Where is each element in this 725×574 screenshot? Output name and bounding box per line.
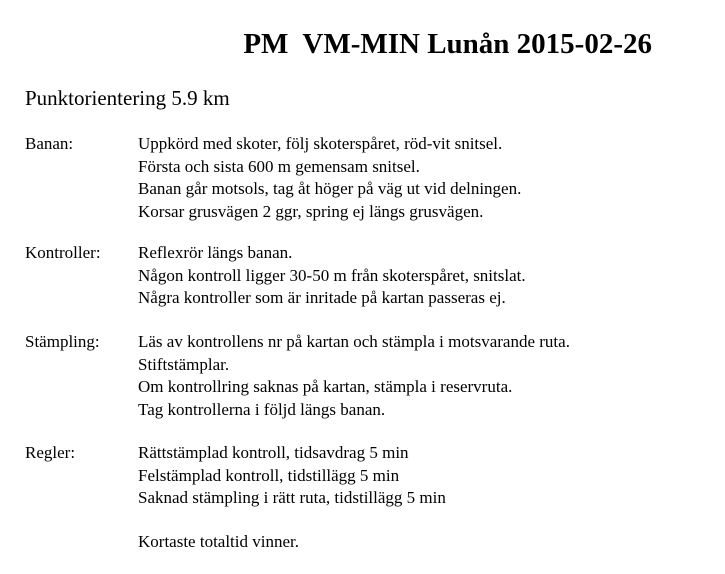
section-line: Saknad stämpling i rätt ruta, tidstillägg 5 min — [138, 488, 446, 507]
page-title: PM VM-MIN Lunån 2015-02-26 — [243, 28, 652, 60]
section-line: Tag kontrollerna i följd längs banan. — [138, 399, 386, 419]
section-line: Om kontrollring saknas på kartan, stämpla i reservruta. — [138, 377, 513, 396]
section-line: Korsar grusvägen 2 ggr, spring ej längs grusvägen. — [138, 201, 484, 221]
section-line: Uppkörd med skoter, följ skoterspåret, röd-vit snitsel. — [138, 134, 503, 153]
section-line: Felstämplad kontroll, tidstillägg 5 min — [138, 465, 400, 485]
section-line: Någon kontroll ligger 30-50 m från skoterspåret, snitslat. — [138, 265, 526, 285]
section-label: Regler: — [25, 443, 76, 462]
section-label: Kontroller: — [25, 243, 101, 262]
section-line: Några kontroller som är inritade på kartan passeras ej. — [138, 288, 506, 307]
section-label: Banan: — [25, 134, 74, 153]
section-lines — [138, 133, 521, 223]
closing-note: Kortaste totaltid vinner. — [138, 532, 299, 551]
section-label: Stämpling: — [25, 332, 100, 351]
page-subtitle: Punktorientering 5.9 km — [25, 86, 230, 110]
section-line: Reflexrör längs banan. — [138, 243, 293, 262]
section-lines — [138, 442, 446, 510]
section-lines — [138, 331, 570, 421]
section-line: Stiftstämplar. — [138, 354, 230, 374]
section-line: Rättstämplad kontroll, tidsavdrag 5 min — [138, 443, 409, 462]
section-lines — [138, 242, 526, 310]
section-line: Banan går motsols, tag åt höger på väg ut vid delningen. — [138, 179, 522, 198]
section-line: Läs av kontrollens nr på kartan och stämpla i motsvarande ruta. — [138, 332, 570, 351]
section-line: Första och sista 600 m gemensam snitsel. — [138, 156, 420, 176]
